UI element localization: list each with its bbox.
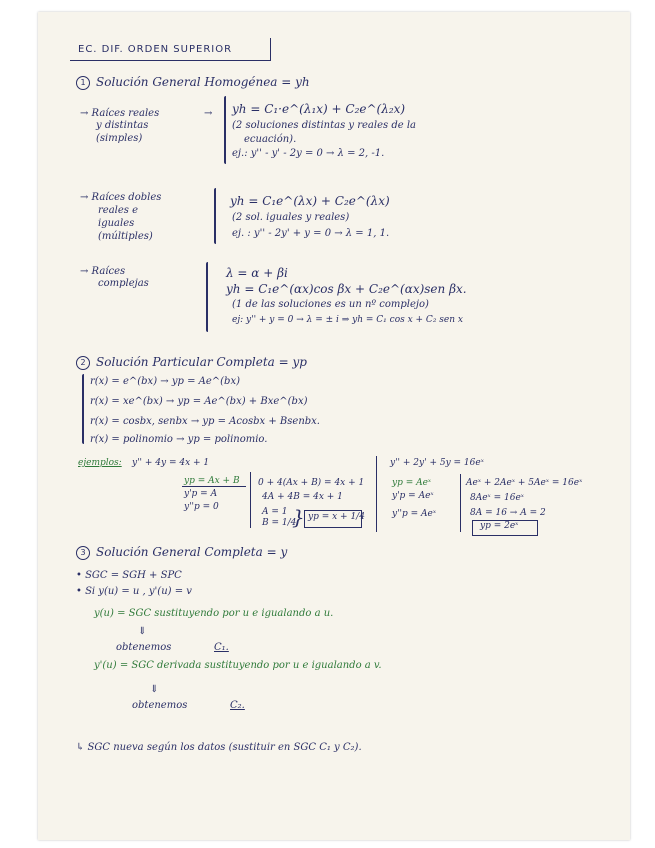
real-distinct-label-2: y distintas: [96, 120, 149, 131]
real-double-label-1: → Raíces dobles: [80, 192, 162, 203]
complex-lambda: λ = α + βi: [226, 266, 288, 280]
example-1-y2p: y''p = 0: [184, 502, 219, 512]
rule-polynomial: r(x) = polinomio → yp = polinomio.: [90, 434, 268, 445]
section-3-number: 3: [76, 546, 90, 560]
section-3-title: Solución General Completa = y: [96, 545, 288, 559]
example-1-result: yp = x + 1/4: [308, 512, 365, 522]
real-distinct-example: ej.: y'' - y' - 2y = 0 → λ = 2, -1.: [232, 148, 385, 159]
initial-conditions-bullet: • Si y(u) = u , y'(u) = v: [76, 586, 192, 597]
brace-rules: [82, 374, 84, 444]
real-double-label-3: iguales: [98, 218, 135, 229]
example-1-equation: y'' + 4y = 4x + 1: [132, 458, 210, 468]
brace-real-double: [214, 188, 216, 244]
arrow-icon: →: [204, 108, 213, 119]
real-double-note: (2 sol. iguales y reales): [232, 212, 350, 223]
example-1-yp: yp = Ax + B: [184, 476, 240, 486]
real-distinct-label-1: → Raíces reales: [80, 108, 160, 119]
step-1-text: y(u) = SGC sustituyendo por u e igualando a u.: [94, 608, 334, 619]
step-1-obtain: obtenemos: [116, 642, 172, 653]
example-2-y2p: y''p = Aeˣ: [392, 509, 437, 519]
example-2-equation: y'' + 2y' + 5y = 16eˣ: [390, 458, 484, 468]
rule-trig: r(x) = cosbx, senbx → yp = Acosbx + Bsenbx.: [90, 416, 320, 427]
real-double-label-4: (múltiples): [98, 231, 153, 242]
step-1-constant: C₁.: [214, 642, 229, 653]
example-1-work-2: 4A + 4B = 4x + 1: [262, 492, 343, 502]
complex-label-1: → Raíces: [80, 266, 126, 277]
example-1-B: B = 1/4: [262, 518, 297, 528]
section-1-number: 1: [76, 76, 90, 90]
example-2-y1p: y'p = Aeˣ: [392, 491, 434, 501]
example-2-work-1: Aeˣ + 2Aeˣ + 5Aeˣ = 16eˣ: [466, 478, 583, 488]
example-2-work-2: 8Aeˣ = 16eˣ: [470, 493, 524, 503]
brace-real-distinct: [224, 96, 226, 164]
example-1-work-1: 0 + 4(Ax + B) = 4x + 1: [258, 478, 365, 488]
complex-note: (1 de las soluciones es un nº complejo): [232, 299, 429, 310]
real-distinct-formula: yh = C₁·e^(λ₁x) + C₂e^(λ₂x): [232, 102, 406, 116]
example-divider: [376, 456, 377, 532]
section-2-number: 2: [76, 356, 90, 370]
example-2-yp: yp = Aeˣ: [392, 478, 432, 488]
rule-x-exponential: r(x) = xe^(bx) → yp = Ae^(bx) + Bxe^(bx): [90, 396, 308, 407]
brace-close-icon: }: [292, 505, 305, 529]
step-2-arrow: ⇓: [150, 684, 159, 695]
step-1-arrow: ⇓: [138, 626, 147, 637]
examples-label: ejemplos:: [78, 458, 122, 468]
example-1-underline: [182, 486, 246, 487]
complex-formula: yh = C₁e^(αx)cos βx + C₂e^(αx)sen βx.: [226, 282, 467, 296]
real-distinct-label-3: (simples): [96, 133, 143, 144]
example-2-work-3: 8A = 16 → A = 2: [470, 508, 546, 518]
example-2-result: yp = 2eˣ: [480, 521, 519, 531]
rule-exponential: r(x) = e^(bx) → yp = Ae^(bx): [90, 376, 240, 387]
real-double-example: ej. : y'' - 2y' + y = 0 → λ = 1, 1.: [232, 228, 390, 239]
real-distinct-note-1: (2 soluciones distintas y reales de la: [232, 120, 416, 131]
section-2-title: Solución Particular Completa = yp: [96, 355, 307, 369]
example-2-divider: [460, 474, 461, 532]
real-double-label-2: reales e: [98, 205, 139, 216]
example-1-A: A = 1: [262, 507, 288, 517]
example-1-divider: [250, 472, 251, 528]
real-distinct-note-2: ecuación).: [244, 134, 297, 145]
final-note: ↳ SGC nueva según los datos (sustituir en SGC C₁ y C₂).: [76, 742, 362, 753]
step-2-text: y'(u) = SGC derivada sustituyendo por u e igualando a v.: [94, 660, 382, 671]
step-2-obtain: obtenemos: [132, 700, 188, 711]
example-1-y1p: y'p = A: [184, 489, 218, 499]
real-double-formula: yh = C₁e^(λx) + C₂e^(λx): [230, 194, 390, 208]
step-2-constant: C₂.: [230, 700, 245, 711]
complex-label-2: complejas: [98, 278, 149, 289]
brace-complex: [206, 262, 208, 332]
section-1-title: Solución General Homogénea = yh: [96, 75, 310, 89]
complex-example: ej: y'' + y = 0 → λ = ± i ⇒ yh = C₁ cos x + C₂ sen x: [232, 315, 463, 325]
page-title: EC. DIF. ORDEN SUPERIOR: [78, 44, 233, 55]
sgc-bullet: • SGC = SGH + SPC: [76, 570, 182, 581]
